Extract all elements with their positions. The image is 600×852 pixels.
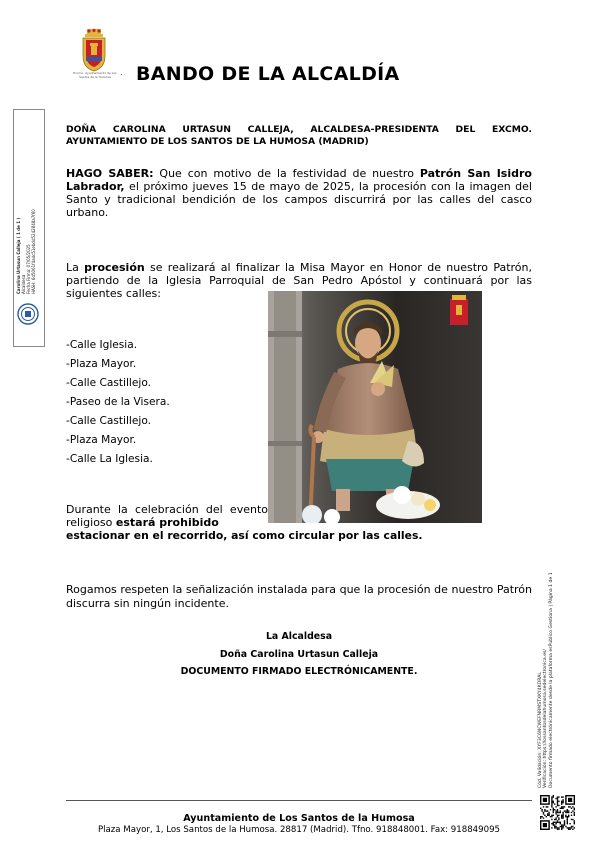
footer-organization: Ayuntamiento de Los Santos de la Humosa [183,813,415,824]
hago-saber-label: HAGO SABER: [66,167,154,180]
list-item: -Calle Castillejo. [66,377,151,389]
signature-stamp-text [16,114,42,294]
verification-code: Cód. Validación: XYF3C6NCWEFNRMSTXKY4KDRAL [538,672,543,788]
signer-role: La Alcaldesa [265,631,333,642]
stamp-date: Fecha Firma: 07/05/2025 [26,244,31,294]
intro-heading: DOÑA CAROLINA URTASUN CALLEJA, ALCALDESA-PRESIDENTA DEL EXCMO. AYUNTAMIENTO DE LOS SANTOS DE LA HUMOSA (MADRID) [66,124,532,147]
prohibition-bold-1: estará prohibido [115,516,219,529]
san-isidro-photo [268,291,482,523]
procession-word: procesión [84,261,145,274]
stamp-role: Alcaldesa [21,274,26,294]
seal-icon [17,303,39,325]
footer-divider [66,800,532,801]
verification-block [538,536,574,788]
page-title: BANDO DE LA ALCALDÍA [136,63,400,85]
prohibition-paragraph [66,503,268,529]
verification-text [538,536,574,788]
stamp-signer: Carolina Urtasun Calleja ( 1 de 1 ) [16,217,21,294]
municipal-crest-icon [78,28,110,72]
list-item: -Calle Castillejo. [66,415,151,427]
hago-text-2: el próximo jueves 15 de mayo de 2025, la procesión con la imagen del Santo y tradicional bendición de los campos discurrirá por las calles del casco urbano. [66,180,532,219]
street-list [66,336,256,469]
announcement-paragraph [66,167,532,219]
verification-platform: Documento firmado electrónicamente desde la plataforma esPublico Gestiona | Página 1 de 1 [548,572,554,788]
request-paragraph: Rogamos respeten la señalización instalada para que la procesión de nuestro Patrón discurra sin ningún incidente. [66,583,532,610]
patron-name: Patrón San Isidro Labrador, [66,167,532,193]
signer-name: Doña Carolina Urtasun Calleja [219,649,379,660]
prohibition-bold-2: estacionar en el recorrido, así como circular por las calles. [66,529,423,542]
qr-code-icon [540,795,575,830]
list-item: -Calle Iglesia. [66,339,138,351]
verification-url: Verificación: https://lossantosdelahumosa.sedelectronica.es/ [543,649,549,788]
footer-address: Plaza Mayor, 1, Los Santos de la Humosa. 28817 (Madrid). Tfno. 918848001. Fax: 918849095 [97,825,501,835]
header-mark: . [120,68,123,77]
list-item: -Plaza Mayor. [66,358,137,370]
list-item: -Paseo de la Visera. [66,396,170,408]
list-item: -Calle La Iglesia. [66,453,153,465]
electronic-signature-note: DOCUMENTO FIRMADO ELECTRÓNICAMENTE. [180,666,418,677]
hago-text-1: Que con motivo de la festividad de nuestro [153,167,420,180]
prohibition-text: Durante la celebración del evento religioso [66,503,268,529]
list-item: -Plaza Mayor. [66,434,137,446]
stamp-hash: HASH: 6d5061f4adc51ebdd5242848a7f60 [31,209,36,294]
proc-text-2: se realizará al finalizar la Misa Mayor en Honor de nuestro Patrón, partiendo de la Iglesia Parroquial de San Pedro Apóstol y continuará por las siguientes calles: [66,261,532,300]
proc-text-1: La [66,261,85,274]
crest-caption: Excmo. Ayuntamiento de Los Santos de la Humosa [73,71,117,79]
